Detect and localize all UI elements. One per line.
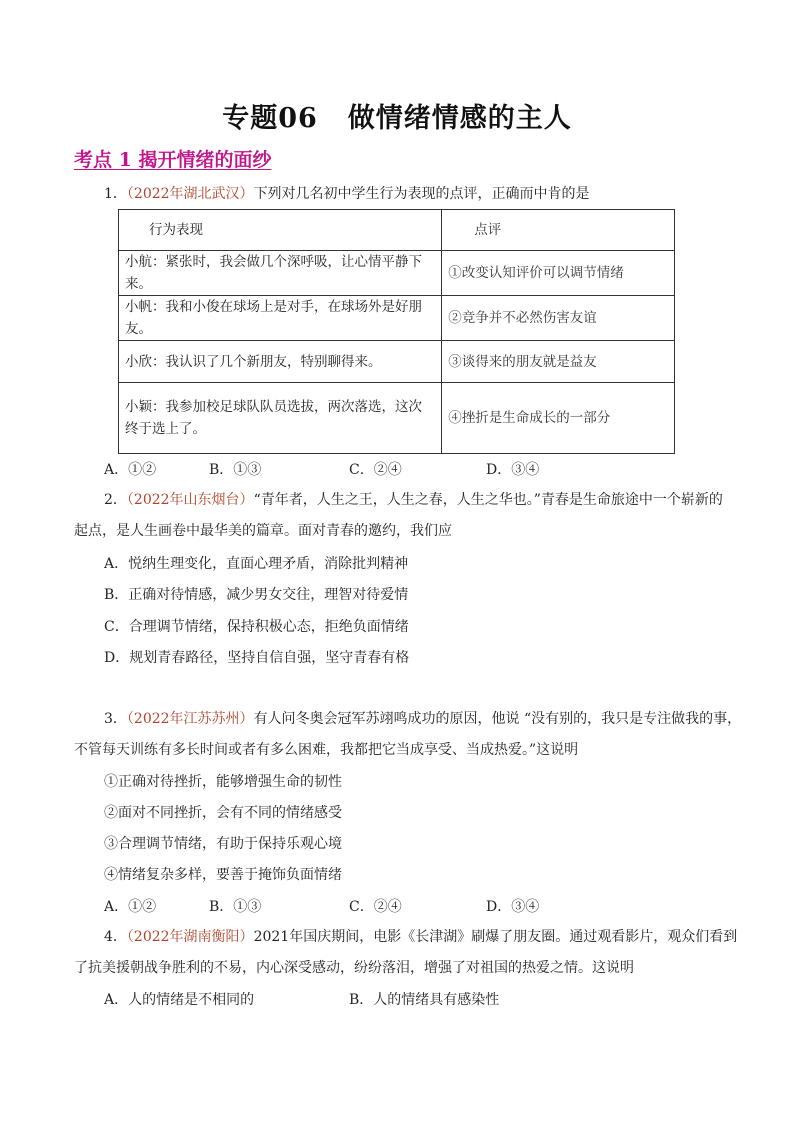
question-number: 1． bbox=[104, 186, 127, 202]
table-cell: ③谈得来的朋友就是益友 bbox=[442, 341, 675, 383]
title-prefix: 专题06 bbox=[222, 103, 318, 134]
option-b: B．①③ bbox=[209, 899, 262, 915]
question-4-stem-cont: 了抗美援朝战争胜利的不易，内心深受感动，纷纷落泪，增强了对祖国的热爱之情。这说明 bbox=[74, 960, 634, 976]
table-row bbox=[119, 383, 675, 454]
question-4-stem bbox=[104, 927, 737, 947]
question-number: 4． bbox=[104, 929, 127, 945]
option-a: A．①② bbox=[104, 899, 157, 915]
table-cell: ④挫折是生命成长的一部分 bbox=[442, 383, 675, 454]
question-source: （2022年湖南衡阳） bbox=[126, 929, 254, 945]
table-header-row bbox=[119, 210, 675, 251]
table-header-cell: 行为表现 bbox=[119, 210, 442, 251]
question-1-table bbox=[118, 209, 675, 454]
table-cell: 小欣：我认识了几个新朋友，特别聊得来。 bbox=[119, 341, 442, 383]
option-b: B．①③ bbox=[209, 462, 262, 478]
statement-item: ②面对不同挫折，会有不同的情绪感受 bbox=[104, 805, 342, 821]
option-b: B．正确对待情感，减少男女交往，理智对待爱情 bbox=[104, 587, 409, 603]
statement-item: ①正确对待挫折，能够增强生命的韧性 bbox=[104, 774, 342, 790]
option-a: A．悦纳生理变化，直面心理矛盾，消除批判精神 bbox=[104, 556, 409, 572]
question-text: 下列对几名初中学生行为表现的点评，正确而中肯的是 bbox=[253, 186, 590, 202]
question-number: 2． bbox=[104, 492, 127, 508]
question-1-stem bbox=[104, 184, 590, 204]
option-c: C．②④ bbox=[349, 899, 402, 915]
option-a: A．人的情绪是不相同的 bbox=[104, 992, 255, 1008]
option-d: D．③④ bbox=[486, 462, 540, 478]
table-cell: 小颖：我参加校足球队队员选拔，两次落选，这次终于选上了。 bbox=[119, 383, 442, 454]
question-source: （2022年山东烟台） bbox=[126, 492, 254, 508]
table-cell: 小帆：我和小俊在球场上是对手，在球场外是好朋友。 bbox=[119, 296, 442, 341]
section-heading: 考点 1 揭开情绪的面纱 bbox=[74, 149, 272, 171]
question-source: （2022年江苏苏州） bbox=[126, 711, 254, 727]
table-cell: 小航：紧张时，我会做几个深呼吸，让心情平静下来。 bbox=[119, 251, 442, 296]
question-2-stem bbox=[104, 490, 723, 510]
title-main: 做情绪情感的主人 bbox=[347, 103, 572, 134]
option-a: A．①② bbox=[104, 462, 157, 478]
question-text: “青年者，人生之王，人生之春，人生之华也。”青春是生命旅途中一个崭新的 bbox=[253, 492, 723, 508]
statement-item: ④情绪复杂多样，要善于掩饰负面情绪 bbox=[104, 867, 342, 883]
question-source: （2022年湖北武汉） bbox=[126, 186, 254, 202]
table-header-cell: 点评 bbox=[442, 210, 675, 251]
question-text: 2021年国庆期间，电影《长津湖》刷爆了朋友圈。通过观看影片，观众们看到 bbox=[253, 929, 738, 945]
option-c: C．②④ bbox=[349, 462, 402, 478]
table-row bbox=[119, 296, 675, 341]
table-cell: ①改变认知评价可以调节情绪 bbox=[442, 251, 675, 296]
option-c: C．合理调节情绪，保持积极心态，拒绝负面情绪 bbox=[104, 619, 409, 635]
table-row bbox=[119, 251, 675, 296]
statement-item: ③合理调节情绪，有助于保持乐观心境 bbox=[104, 836, 342, 852]
question-number: 3． bbox=[104, 711, 127, 727]
option-d: D．规划青春路径，坚持自信自强，坚守青春有格 bbox=[104, 650, 410, 666]
question-2-stem-cont: 起点，是人生画卷中最华美的篇章。面对青春的邀约，我们应 bbox=[74, 523, 452, 539]
question-3-stem bbox=[104, 709, 741, 729]
question-text: 有人问冬奥会冠军苏翊鸣成功的原因，他说 “没有别的，我只是专注做我的事， bbox=[253, 711, 742, 727]
page-title bbox=[0, 96, 794, 135]
table-row bbox=[119, 341, 675, 383]
question-3-stem-cont: 不管每天训练有多长时间或者有多么困难，我都把它当成享受、当成热爱。”这说明 bbox=[74, 742, 579, 758]
option-b: B．人的情绪具有感染性 bbox=[349, 992, 500, 1008]
option-d: D．③④ bbox=[486, 899, 540, 915]
table-cell: ②竞争并不必然伤害友谊 bbox=[442, 296, 675, 341]
